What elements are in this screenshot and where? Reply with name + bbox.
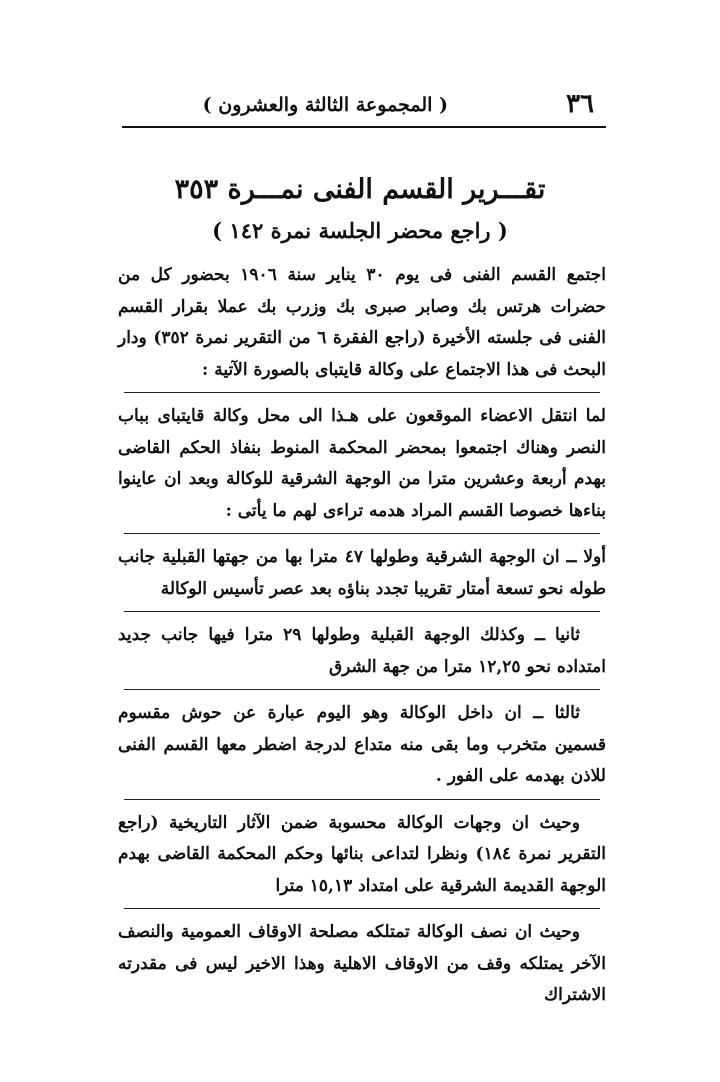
paragraph-whereas-2: وحيث ان نصف الوكالة تمتلكه مصلحة الاوقاف العمومية والنصف الآخر يمتلكه وقف من الاوقاف الاهلية وهذا الاخير ليس فى مقدرته الاشتراك (118, 922, 606, 1005)
running-head: ( المجموعة الثالثة والعشرون ) (202, 94, 448, 116)
paragraph-third: ثالثا ــ ان داخل الوكالة وهو اليوم عبارة عن حوش مقسوم قسمين متخرب وما بقى منه متداع لدرجة اضطر معها القسم الفنى للاذن بهدمه على الفور . (118, 703, 606, 786)
paragraph-first: أولا ــ ان الوجهة الشرقية وطولها ٤٧ مترا بها من جهتها القبلية جانب طوله نحو تسعة أمتار تقريبا تجدد بناؤه بعد عصر تأسيس الوكالة (118, 547, 606, 599)
paragraph-divider (124, 799, 600, 800)
paragraph-divider (124, 533, 600, 534)
paragraph-second: ثانيا ــ وكذلك الوجهة القبلية وطولها ٢٩ مترا فيها جانب جديد امتداده نحو ١٢,٢٥ مترا من جهة الشرق (118, 625, 606, 677)
paragraph-divider (124, 908, 600, 909)
paragraph-whereas-1: وحيث ان وجهات الوكالة محسوبة ضمن الآثار التاريخية (راجع التقرير نمرة ١٨٤) ونظرا لتداعى بنائها وحكم المحكمة القاضى بهدم الوجهة القديمة الشرقية على امتداد ١٥,١٣ مترا (118, 812, 606, 896)
paragraph-divider (124, 689, 600, 690)
paragraph-divider (124, 392, 600, 393)
report-body (118, 260, 606, 1018)
paragraph-divider (124, 611, 600, 612)
paragraph-intro: اجتمع القسم الفنى فى يوم ٣٠ يناير سنة ١٩٠٦ بحضور كل من حضرات هرتس بك وصابر صبرى بك وزرب بك عملا بقرار القسم الفنى فى جلسته الأخيرة (راجع الفقرة ٦ من التقرير نمرة ٣٥٢) ودار البحث فى هذا الاجتماع على وكالة قايتباى بالصورة الآتية : (118, 265, 606, 380)
page-number: ٣٦ (566, 89, 594, 119)
page-header (122, 84, 598, 124)
header-rule (122, 126, 606, 128)
paragraph-inspection: لما انتقل الاعضاء الموقعون على هـذا الى محل وكالة قايتباى بباب النصر وهناك اجتمعوا بمحضر المحكمة المنوط بنفاذ الحكم القاضى بهدم أربعة وعشرين مترا من الوجهة الشرقية للوكالة وبعد ان عاينوا بناءها خصوصا القسم المراد هدمه تراءى لهم ما يأتى : (118, 406, 606, 521)
report-subtitle: ( راجع محضر الجلسة نمرة ١٤٢ ) (212, 218, 508, 243)
report-title: تقـــرير القسم الفنى نمـــرة ٣٥٣ (174, 174, 546, 205)
